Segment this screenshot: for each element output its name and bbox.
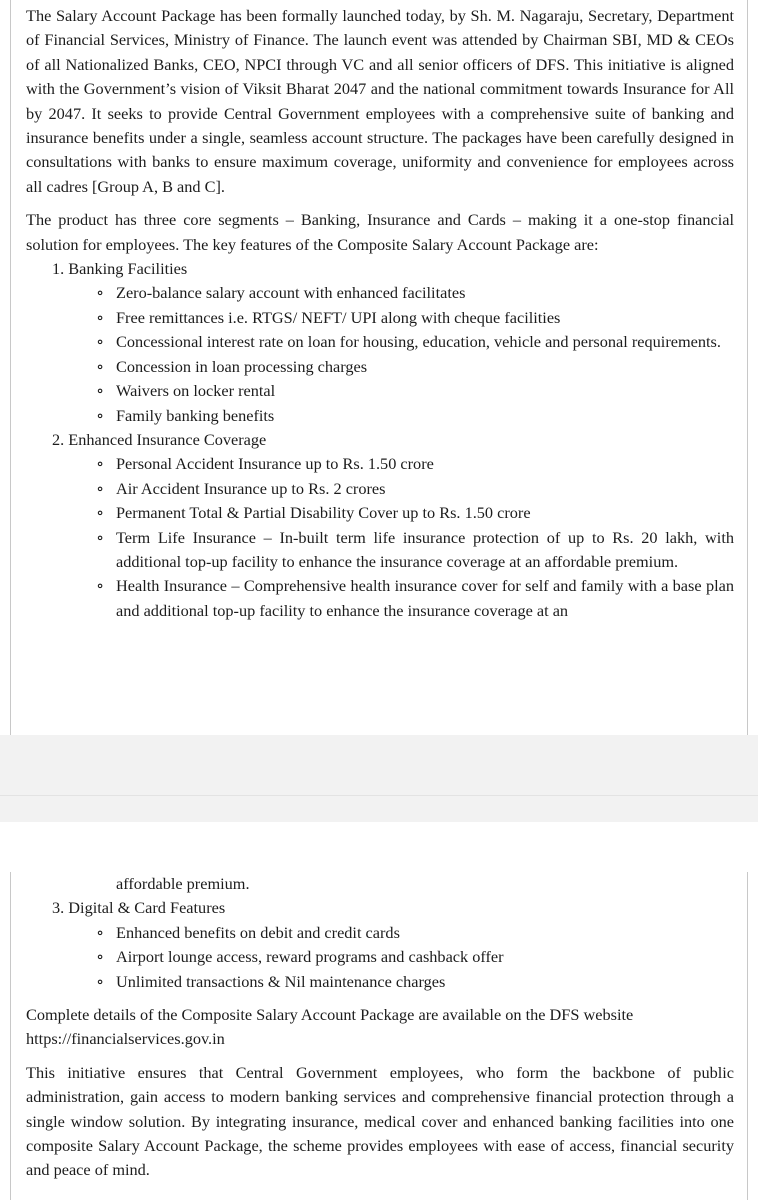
page-1-content [26, 4, 734, 623]
bullet-icon: ∘ [96, 947, 104, 967]
bullet-icon: ∘ [96, 454, 104, 474]
list-item: ∘ Personal Accident Insurance up to Rs. 1.50 crore [26, 452, 734, 476]
bullet-icon: ∘ [96, 971, 104, 991]
list-item: ∘ Air Accident Insurance up to Rs. 2 crores [26, 477, 734, 501]
list-item: ∘ Enhanced benefits on debit and credit cards [26, 921, 734, 945]
bullet-icon: ∘ [96, 381, 104, 401]
section-title-digital: 3. Digital & Card Features [52, 898, 226, 918]
list-item: ∘ Health Insurance – Comprehensive health insurance cover for self and family with a base plan and additional top-up facility to enhance the insurance coverage at an [96, 576, 734, 620]
list-item: ∘ Waivers on locker rental [26, 379, 734, 403]
list-item: ∘ Zero-balance salary account with enhanced facilitates [26, 281, 734, 305]
bullet-icon: ∘ [96, 478, 104, 498]
details-paragraph: Complete details of the Composite Salary Account Package are available on the DFS website https://financialservices.gov.in [26, 1005, 634, 1049]
list-item: ∘ Concessional interest rate on loan for housing, education, vehicle and personal requirements. [26, 330, 734, 354]
page-border-left [10, 872, 11, 1200]
section-title-banking: 1. Banking Facilities [52, 259, 188, 279]
list-item: ∘ Free remittances i.e. RTGS/ NEFT/ UPI along with cheque facilities [26, 306, 734, 330]
closing-paragraph: This initiative ensures that Central Government employees, who form the backbone of public administration, gain access to modern banking services and comprehensive financial protection through a single window solution. By integrating insurance, medical cover and enhanced banking facilities into one composite Salary Account Package, the scheme provides employees with ease of access, financial security and peace of mind. [26, 1062, 734, 1180]
page-gap [0, 735, 758, 822]
list-item-continuation: affordable premium. [116, 874, 250, 893]
page-gap-divider [0, 795, 758, 796]
bullet-icon: ∘ [96, 405, 104, 425]
page-2-content [26, 872, 734, 1183]
list-item: ∘ Family banking benefits [26, 404, 734, 428]
list-item: ∘ Term Life Insurance – In-built term life insurance protection of up to Rs. 20 lakh, with additional top-up facility to enhance the insurance coverage at an affordable premium. [96, 527, 734, 571]
list-item: ∘ Unlimited transactions & Nil maintenance charges [26, 970, 734, 994]
list-item: ∘ Permanent Total & Partial Disability Cover up to Rs. 1.50 crore [26, 501, 734, 525]
list-item: ∘ Airport lounge access, reward programs and cashback offer [26, 945, 734, 969]
bullet-icon: ∘ [96, 922, 104, 942]
list-item: ∘ Concession in loan processing charges [26, 355, 734, 379]
product-paragraph: The product has three core segments – Banking, Insurance and Cards – making it a one-stop financial solution for employees. The key features of the Composite Salary Account Package are: [26, 210, 734, 254]
intro-paragraph: The Salary Account Package has been formally launched today, by Sh. M. Nagaraju, Secretary, Department of Financial Services, Ministry of Finance. The launch event was attended by Chairman SBI, MD & CEOs of all Nationalized Banks, CEO, NPCI through VC and all senior officers of DFS. This initiative is aligned with the Government’s vision of Viksit Bharat 2047 and the national commitment towards Insurance for All by 2047. It seeks to provide Central Government employees with a comprehensive suite of banking and insurance benefits under a single, seamless account structure. The packages have been carefully designed in consultations with banks to ensure maximum coverage, uniformity and convenience for employees across all cadres [Group A, B and C]. [26, 6, 734, 196]
bullet-icon: ∘ [96, 307, 104, 327]
bullet-icon: ∘ [96, 527, 104, 547]
section-title-insurance: 2. Enhanced Insurance Coverage [52, 429, 267, 449]
bullet-icon: ∘ [96, 503, 104, 523]
page-border-right [747, 872, 748, 1200]
bullet-icon: ∘ [96, 332, 104, 352]
bullet-icon: ∘ [96, 576, 104, 596]
page-border-left [10, 0, 11, 735]
bullet-icon: ∘ [96, 356, 104, 376]
page-border-right [747, 0, 748, 735]
bullet-icon: ∘ [96, 283, 104, 303]
